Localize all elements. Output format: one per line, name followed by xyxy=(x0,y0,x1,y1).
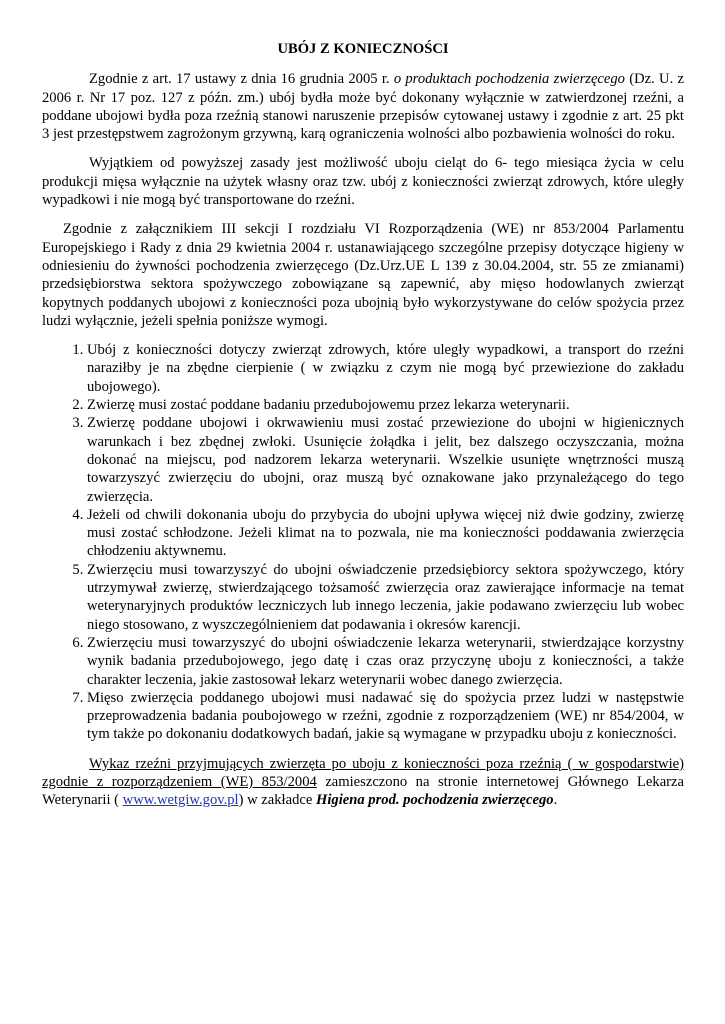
paragraph-2: Wyjątkiem od powyższej zasady jest możliwość uboju cieląt do 6- tego miesiąca życia w celu produkcji mięsa wyłącznie na użytek własny oraz tzw. ubój z konieczności zwierząt zdrowych, które uległy wypadkowi i nie mogą być transportowane do rzeźni. xyxy=(42,155,684,209)
tab-name-hygiene: Higiena prod. pochodzenia zwierzęcego xyxy=(316,792,554,809)
paragraph-4-middle: zamieszczono na stronie internetowej Głównego Lekarza Weterynarii ( xyxy=(42,773,684,809)
paragraph-1 xyxy=(42,70,684,143)
list-item: 2. Zwierzę musi zostać poddane badaniu przedubojowemu przez lekarza weterynarii. xyxy=(87,396,684,414)
list-item: 1. Ubój z konieczności dotyczy zwierząt zdrowych, które uległy wypadkowi, a transport do rzeźni naraziłby je na zbędne cierpienie ( w związku z czym nie mogą być przewiezione do zakładu ubojowego). xyxy=(87,341,684,396)
list-item: 4. Jeżeli od chwili dokonania uboju do przybycia do ubojni upływa więcej niż dwie godziny, zwierzę musi zostać schłodzone. Jeżeli klimat na to pozwala, nie ma konieczności poddawania zwierzęcia chłodzeniu aktywnemu. xyxy=(87,506,684,561)
document-page xyxy=(42,40,684,821)
list-item: 7. Mięso zwierzęcia poddanego ubojowi musi nadawać się do spożycia przez ludzi w następstwie przeprowadzenia badania poubojowego w rzeźni, zgodnie z rozporządzeniem (WE) nr 854/2004, w tym także po dokonaniu dodatkowych badań, jakie są wymagane w przypadku uboju z konieczności. xyxy=(87,689,684,744)
slaughterhouse-list-text: Wykaz rzeźni przyjmujących zwierzęta po uboju z konieczności poza rzeźnią ( w gospodarstwie) zgodnie z rozporządzeniem (WE) 853/2004 xyxy=(42,755,684,790)
paragraph-1-start: Zgodnie z art. 17 ustawy z dnia 16 grudnia 2005 r. xyxy=(89,71,394,88)
document-title: UBÓJ Z KONIECZNOŚCI xyxy=(277,41,449,57)
list-item: 6. Zwierzęciu musi towarzyszyć do ubojni oświadczenie lekarza weterynarii, stwierdzające korzystny wynik badania przedubojowego, jego datę i czas oraz przyczynę uboju z konieczności, a także charakter leczenia, jakie zastosował lekarz weterynarii wobec danego zwierzęcia. xyxy=(87,634,684,689)
paragraph-4 xyxy=(42,755,684,810)
list-item: 3. Zwierzę poddane ubojowi i okrwawieniu musi zostać przewiezione do ubojni w higienicznych warunkach i bez zbędnej zwłoki. Usunięcie żołądka i jelit, bez dalszego oczyszczania, można dokonać na miejscu, pod nadzorem lekarza weterynarii. Wszelkie usunięte wnętrzności muszą towarzyszyć zwierzęciu do ubojni, oraz muszą być oznakowane jako przynależącego do tego zwierzęcia. xyxy=(87,414,684,505)
wetgiw-link[interactable]: www.wetgiw.gov.pl xyxy=(122,792,239,809)
paragraph-3: Zgodnie z załącznikiem III sekcji I rozdziału VI Rozporządzenia (WE) nr 853/2004 Parlamentu Europejskiego i Rady z dnia 29 kwietnia 2004 r. ustanawiającego szczególne przepisy dotyczące higieny w odniesieniu do żywności pochodzenia zwierzęcego (Dz.Urz.UE L 139 z 30.04.2004, str. 55 ze zmianami) przedsiębiorstwa sektora spożywczego zobowiązane są zapewnić, aby mięso hodowlanych zwierząt kopytnych poddanych ubojowi z konieczności poza ubojnią było wykorzystywane do celów spożycia przez ludzi wyłącznie, jeżeli spełnia poniższe wymogi. xyxy=(42,221,684,329)
paragraph-1-rest: (Dz. U. z 2006 r. Nr 17 poz. 127 z późn. zm.) ubój bydła może być dokonany wyłącznie w zatwierdzonej rzeźni, a poddane ubojowi bydła poza rzeźnią stanowi naruszenie przepisów cytowanej ustawy i zgodnie z art. 25 pkt 3 jest przestępstwem zagrożonym grzywną, karą ograniczenia wolności albo pozbawienia wolności do roku. xyxy=(42,71,684,143)
paragraph-4-end: . xyxy=(553,792,558,809)
requirements-list xyxy=(42,341,684,744)
list-item: 5. Zwierzęciu musi towarzyszyć do ubojni oświadczenie przedsiębiorcy sektora spożywczego, który utrzymywał zwierzę, stwierdzającego tożsamość zwierzęcia oraz zawierające informacje na temat weterynaryjnych produktów leczniczych lub innego leczenia, jakie podawano zwierzęciu lub wobec niego stosowano, z wyszczególnieniem dat podawania i okresów karencji. xyxy=(87,561,684,634)
paragraph-1-italic-title: o produktach pochodzenia zwierzęcego xyxy=(393,71,625,88)
paragraph-4-after-link: ) w zakładce xyxy=(238,792,316,809)
